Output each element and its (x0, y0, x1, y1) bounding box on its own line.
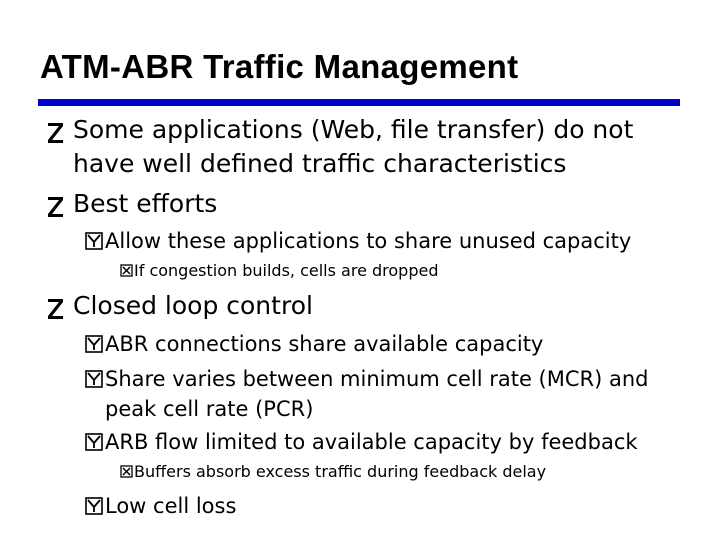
y-glyph-bullet-icon (85, 427, 103, 457)
bullet-text: If congestion builds, cells are dropped (134, 261, 439, 280)
y-glyph-bullet-icon (85, 491, 103, 521)
z-glyph-bullet-icon (46, 113, 66, 147)
bullet-text: Some applications (Web, file transfer) do not (73, 115, 634, 144)
slide-title: ATM-ABR Traffic Management (40, 48, 519, 85)
x-box-bullet-icon (120, 461, 133, 483)
bullet-text: Allow these applications to share unused capacity (105, 229, 632, 253)
bullet-text: peak cell rate (PCR) (105, 397, 314, 421)
bullet-text: ARB flow limited to available capacity by feedback (105, 430, 638, 454)
z-glyph-bullet-icon (46, 187, 66, 221)
bullet-text: Closed loop control (73, 291, 313, 320)
x-box-bullet-icon (120, 260, 133, 282)
bullet-text: Share varies between minimum cell rate (MCR) and (105, 367, 649, 391)
y-glyph-bullet-icon (85, 226, 103, 256)
y-glyph-bullet-icon (85, 364, 103, 394)
z-glyph-bullet-icon (46, 289, 66, 323)
bullet-text: have well defined traffic characteristics (73, 149, 567, 178)
bullet-text: Buffers absorb excess traffic during feedback delay (134, 462, 547, 481)
bullet-text: Low cell loss (105, 494, 237, 518)
y-glyph-bullet-icon (85, 329, 103, 359)
bullet-text: ABR connections share available capacity (105, 332, 544, 356)
bullet-text: Best efforts (73, 189, 218, 218)
